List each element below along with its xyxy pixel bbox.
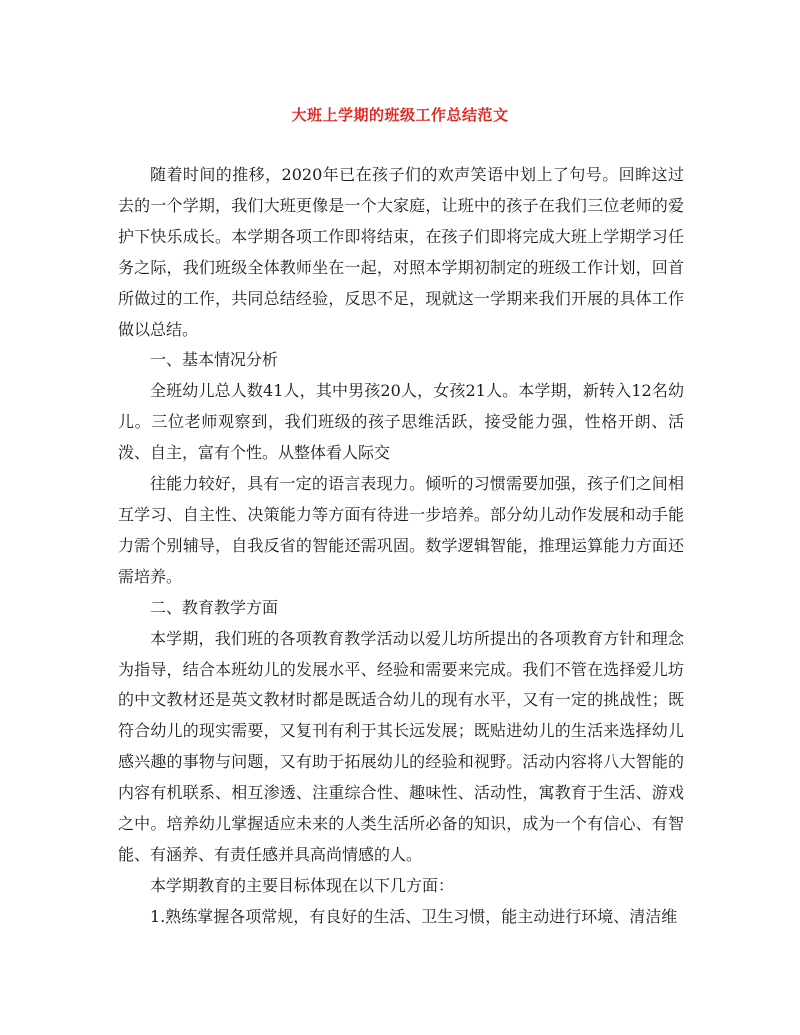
paragraph-abilities: 往能力较好，具有一定的语言表现力。倾听的习惯需要加强，孩子们之间相互学习、自主性、决策能力等方面有待进一步培养。部分幼儿动作发展和动手能力需个别辅导，自我反省的智能还需巩固。数学逻辑智能，推理运算能力方面还需培养。: [118, 474, 684, 586]
paragraph-goals-intro: 本学期教育的主要目标体现在以下几方面：: [150, 875, 455, 895]
section-heading-basic-situation: 一、基本情况分析: [150, 350, 279, 370]
section-heading-teaching: 二、教育教学方面: [150, 597, 279, 617]
paragraph-teaching: 本学期，我们班的各项教育教学活动以爱儿坊所提出的各项教育方针和理念为指导，结合本班幼儿的发展水平、经验和需要来完成。我们不管在选择爱儿坊的中文教材还是英文教材时都是既适合幼儿的现有水平，又有一定的挑战性；既符合幼儿的现实需要，又复刊有利于其长远发展；既贴进幼儿的生活来选择幼儿感兴趣的事物与问题，又有助于拓展幼儿的经验和视野。活动内容将八大智能的内容有机联系、相互渗透、注重综合性、趣味性、活动性，寓教育于生活、游戏之中。培养幼儿掌握适应未来的人类生活所必备的知识，成为一个有信心、有智能、有涵养、有责任感并具高尚情感的人。: [118, 628, 684, 864]
list-item-goal-1: 1.熟练掌握各项常规，有良好的生活、卫生习惯，能主动进行环境、清洁维: [150, 906, 678, 926]
document-body: [118, 160, 684, 933]
paragraph-intro: 随着时间的推移，2020年已在孩子们的欢声笑语中划上了句号。回眸这过去的一个学期，我们大班更像是一个大家庭，让班中的孩子在我们三位老师的爱护下快乐成长。本学期各项工作即将结束，在孩子们即将完成大班上学期学习任务之际，我们班级全体教师坐在一起，对照本学期初制定的班级工作计划，回首所做过的工作，共同总结经验，反思不足，现就这一学期来我们开展的具体工作做以总结。: [118, 165, 684, 339]
document-title: 大班上学期的班级工作总结范文: [291, 106, 509, 124]
paragraph-class-stats: 全班幼儿总人数41人，其中男孩20人，女孩21人。本学期，新转入12名幼儿。三位老师观察到，我们班级的孩子思维活跃，接受能力强，性格开朗、活泼、自主，富有个性。从整体看人际交: [118, 381, 684, 463]
